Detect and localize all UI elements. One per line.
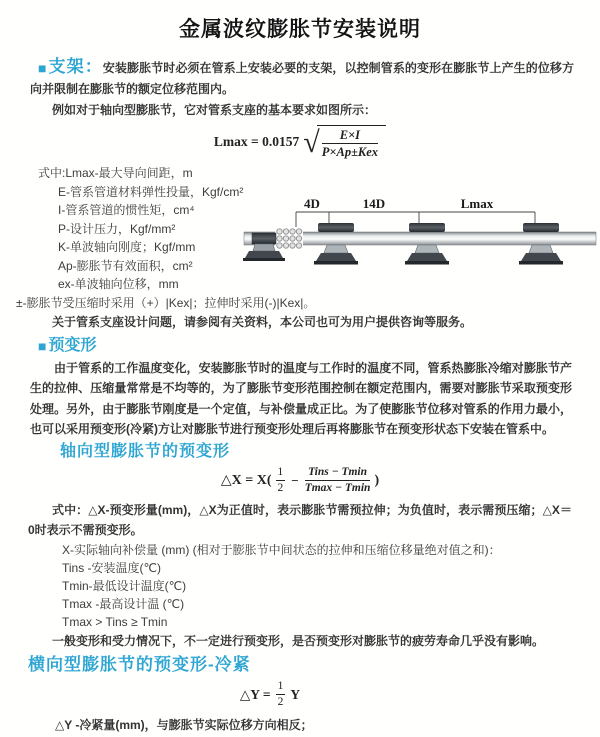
definition-line: Tmax -最高设计温 (℃) [62,596,185,611]
delta-y-note: △Y -冷紧量(mm)，与膨胀节实际位移方向相反； [55,717,313,732]
fraction-numerator: Tins − Tmin [305,466,371,481]
fraction-numerator: 1 [276,680,286,695]
definition-line: X-实际轴向补偿量 (mm) (相对于膨胀节中间状态的拉伸和压缩位移量绝对值之和)： [62,542,501,557]
fraction-denominator: P×Ap±Kex [321,145,379,159]
definition-line: K-单波轴向刚度；Kgf/mm [58,240,196,254]
sqrt-radical-sign: √ [303,126,320,159]
page-title: 金属波纹膨胀节安装说明 [179,18,421,41]
fraction-numerator: 1 [276,466,286,481]
formula-delta-y-rhs: Y [290,686,301,702]
one-half-fraction [276,466,286,495]
fraction-numerator: E×I [322,128,378,144]
bellows-coil [275,228,303,250]
consulting-note: 关于管系支座设计问题，请参阅有关资料，本公司也可为用户提供咨询等服务。 [52,314,473,329]
general-deformation-note: 一般变形和受力情况下，不一定进行预变形，是否预变形对膨胀节的疲劳寿命几乎没有影响。 [52,633,545,648]
formula-lmax-fraction [322,128,378,160]
temperature-fraction [305,466,371,495]
fraction-denominator: 2 [277,482,284,494]
formula-delta-x [0,464,600,498]
dim-label-14d: 14D [362,196,386,211]
minus-sign: − [291,472,299,488]
one-half-fraction [276,680,286,709]
definition-line: Tmax > Tins ≥ Tmin [62,614,168,629]
section-square-icon: ■ [38,60,47,76]
section-label-support: 支架： [48,57,103,76]
support-paragraph [30,56,574,100]
section-square-icon: ■ [38,337,47,354]
formula-delta-y [0,680,570,710]
dim-label-lmax: Lmax [460,196,494,211]
section-label-preform: 预变形 [48,336,97,354]
definition-line: I-管系管道的惯性矩，cm⁴ [58,203,195,217]
support-example-line: 例如对于轴向型膨胀节，它对管系支座的基本要求如图所示： [52,103,377,117]
subheading-axial-preform: 轴向型膨胀节的预变形 [60,442,231,460]
plus-minus-note: ±-膨胀节受压缩时采用（+）|Kex|；拉伸时采用(-)|Kex|。 [16,295,316,310]
definition-line: Tins -安装温度(℃) [62,560,162,575]
definition-line: Tmin-最低设计温度(℃) [62,578,187,593]
formula-lmax-lhs: Lmax = 0.0157 [213,134,300,149]
definition-line: P-设计压力，Kgf/mm² [58,221,176,236]
formula-delta-y-lhs: △Y = [239,686,271,702]
section-heading-preform [38,336,600,356]
preform-paragraph: 由于管系的工作温度变化，安装膨胀节时的温度与工作时的温度不同，管系热膨胀冷缩对膨胀节产生的拉伸、压缩量常常是不均等的，为了膨胀节变形范围控制在额定范围内，需要对膨胀节采取预变形处理。另外，由于膨胀节刚度是一个定值，与补偿量成正比。为了使膨胀节位移对管系的作用力最小，也可以采用预变形(冷紧)方让对膨胀节进行预变形处理后再将膨胀节在预变形状态下安装在管系中。 [30,360,572,436]
support-paragraph-text: 安装膨胀节时必须在管系上安装必要的支架，以控制管系的变形在膨胀节上产生的位移方向并限制在膨胀节的额定位移范围内。 [30,61,574,96]
formula-delta-x-lhs: △X = X( [220,473,272,488]
definition-line: 式中:Lmax-最大导向间距，m [38,166,193,180]
fraction-denominator: Tmax − Tmin [304,482,371,494]
axial-shizhong-paragraph: 式中：△X-预变形量(mm)，△X为正值时，表示膨胀节需预拉伸；为负值时，表示需预压缩；△X＝0时表示不需预变形。 [28,502,572,537]
definition-line: E-管系管道材料弹性投量，Kgf/cm² [58,184,244,199]
pipe-support-diagram [242,194,598,282]
sqrt-radicand [317,125,386,160]
formula-lmax [0,124,600,160]
dim-label-4d: 4D [304,196,320,211]
subheading-lateral-preform: 横向型膨胀节的预变形-冷紧 [28,654,251,674]
definition-line: Ap-膨胀节有效面积，cm² [58,258,193,273]
closing-paren: ) [374,472,380,488]
definition-line: ex-单波轴向位移，mm [58,277,179,291]
axial-definitions-list [62,541,600,631]
fraction-denominator: 2 [277,696,284,708]
